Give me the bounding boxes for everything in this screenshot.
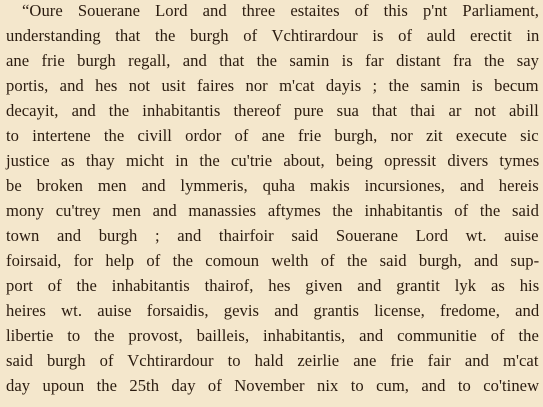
text-line-1: “Oure Souerane Lord and three estaites of this p'nt Parliament,	[22, 1, 540, 20]
text-line-12: port of the inhabitantis thairof, hes given and grantit lyk as his	[6, 276, 540, 295]
text-line-2: understanding that the burgh of Vchtirardour is of auld erectit in	[6, 26, 540, 45]
text-line-8: be broken men and lymmeris, quha makis incursiones, and hereis	[6, 176, 539, 195]
text-line-9: mony cu'trey men and manassies aftymes the inhabitantis of the said	[6, 201, 539, 220]
text-line-16: day upoun the 25th day of November nix to cum, and to co'tinew	[6, 376, 540, 395]
text-line-10: town and burgh ; and thairfoir said Souerane Lord wt. auise	[6, 226, 539, 245]
text-line-4: portis, and hes not usit faires nor m'cat dayis ; the samin is becum	[6, 76, 539, 95]
text-line-13: heires wt. auise forsaidis, gevis and grantis license, fredome, and	[6, 301, 540, 320]
text-line-5: decayit, and the inhabitantis thereof pure sua that thai ar not abill	[6, 101, 539, 120]
text-line-3: ane frie burgh regall, and that the samin is far distant fra the say	[6, 51, 540, 70]
text-line-15: said burgh of Vchtirardour to hald zeirlie ane frie fair and m'cat	[6, 351, 539, 370]
text-line-14: libertie to the provost, bailleis, inhabitantis, and communitie of the	[6, 326, 539, 345]
text-line-6: to intertene the civill ordor of ane frie burgh, nor zit execute sic	[6, 126, 539, 145]
text-line-7: justice as thay micht in the cu'trie about, being opressit divers tymes	[6, 151, 540, 170]
text-line-11: foirsaid, for help of the comoun welth of the said burgh, and sup-	[6, 251, 540, 270]
